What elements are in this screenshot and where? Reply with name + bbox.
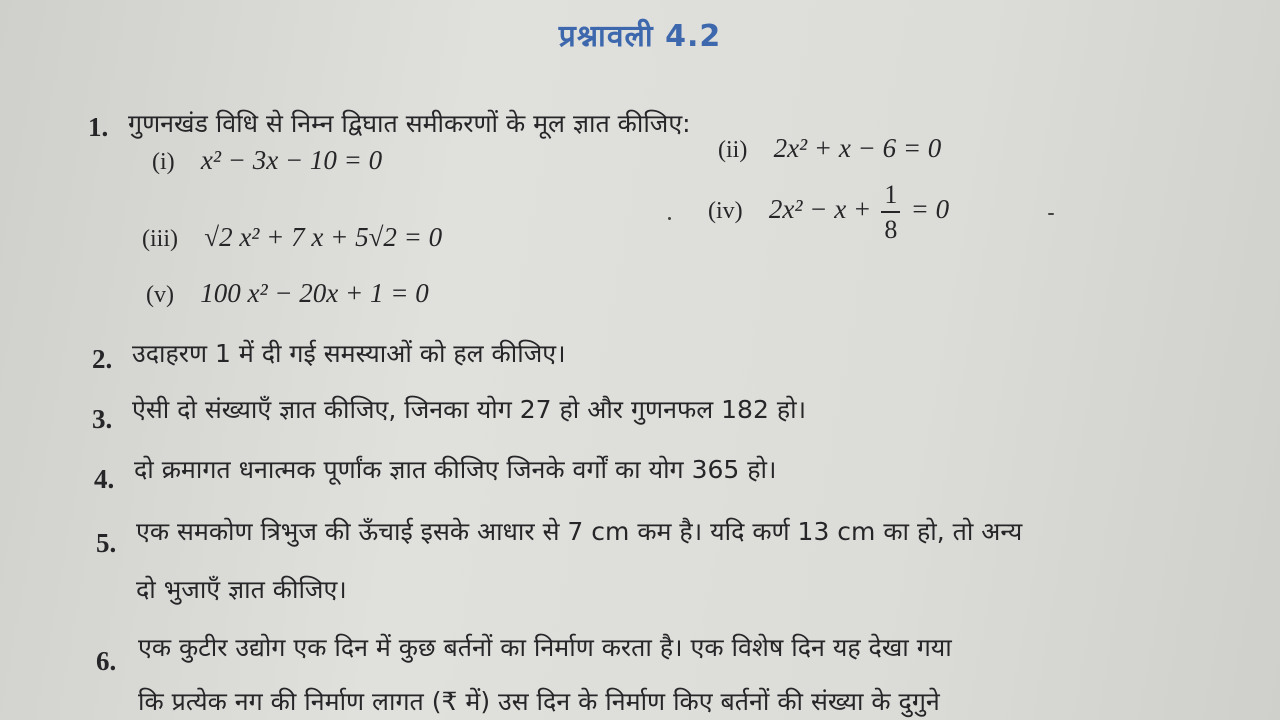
subpart-label: (i) (152, 149, 175, 175)
question-text-line2: कि प्रत्येक नग की निर्माण लागत (₹ में) उस दिन के निर्माण किए बर्तनों की संख्या के दुगुने (138, 687, 940, 716)
question-number: 2. (92, 344, 113, 374)
equation-part: = 0 (910, 194, 950, 225)
subpart-label: (ii) (718, 137, 748, 163)
question-text: गुणनखंड विधि से निम्न द्विघात समीकरणों के मूल ज्ञात कीजिए: (128, 109, 691, 138)
subpart-iii (142, 222, 442, 253)
print-speck (668, 217, 671, 220)
question-text: ऐसी दो संख्याएँ ज्ञात कीजिए, जिनका योग 27 हो और गुणनफल 182 हो। (132, 395, 807, 424)
subpart-i (152, 145, 382, 176)
question-number: 3. (92, 404, 113, 434)
question-number: 4. (94, 464, 115, 494)
equation: √2 x² + 7 x + 5√2 = 0 (204, 222, 443, 252)
question-number: 1. (88, 112, 109, 142)
subpart-label: (v) (146, 282, 174, 308)
question-text: उदाहरण 1 में दी गई समस्याओं को हल कीजिए। (132, 339, 566, 368)
question-text: दो क्रमागत धनात्मक पूर्णांक ज्ञात कीजिए जिनके वर्गों का योग 365 हो। (134, 455, 777, 484)
page-title: प्रश्नावली 4.2 (558, 19, 722, 54)
print-speck (1048, 213, 1054, 215)
question-number: 5. (96, 528, 117, 558)
equation-part: 2x² − x + (768, 194, 872, 225)
subpart-v (146, 278, 429, 309)
question-text-line1: एक समकोण त्रिभुज की ऊँचाई इसके आधार से 7 cm कम है। यदि कर्ण 13 cm का हो, तो अन्य (136, 517, 1023, 546)
subpart-label: (iii) (142, 226, 178, 252)
fraction-numerator: 1 (881, 182, 900, 213)
subpart-label: (iv) (708, 198, 743, 225)
question-text-line2: दो भुजाएँ ज्ञात कीजिए। (136, 575, 347, 604)
question-number: 6. (96, 646, 117, 676)
equation: x² − 3x − 10 = 0 (200, 145, 383, 175)
question-text-line1: एक कुटीर उद्योग एक दिन में कुछ बर्तनों का निर्माण करता है। एक विशेष दिन यह देखा गया (138, 633, 952, 662)
fraction (881, 182, 900, 243)
equation: 2x² + x − 6 = 0 (773, 133, 942, 163)
subpart-iv (708, 182, 949, 243)
fraction-denominator: 8 (884, 215, 898, 244)
subpart-ii (718, 133, 941, 164)
equation: 100 x² − 20x + 1 = 0 (200, 278, 429, 308)
